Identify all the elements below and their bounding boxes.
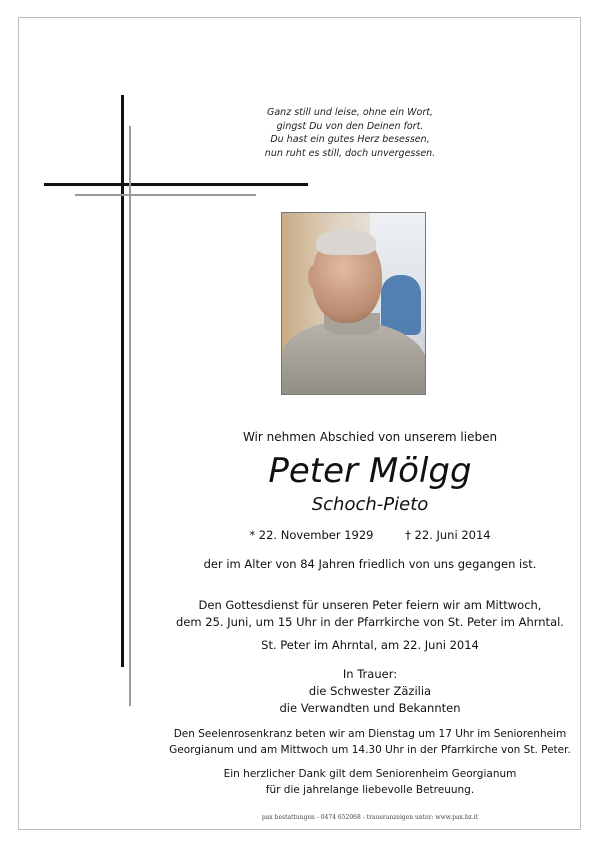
cross-shadow-horizontal <box>75 194 256 196</box>
life-dates <box>150 528 590 542</box>
poem-line: Ganz still und leise, ohne ein Wort, <box>267 107 433 118</box>
rosary-line: Den Seelenrosenkranz beten wir am Dienstag um 17 Uhr im Seniorenheim <box>173 728 567 740</box>
portrait-photo <box>281 212 426 395</box>
deceased-name: Peter Mölgg <box>268 451 472 491</box>
cross-vertical-bar <box>121 95 124 667</box>
birth-date: * 22. November 1929 <box>249 528 374 542</box>
service-line: Den Gottesdienst für unseren Peter feiern wir am Mittwoch, <box>198 598 542 612</box>
thanks-line: für die jahrelange liebevolle Betreuung. <box>265 784 475 796</box>
mourning-line: die Verwandten und Bekannten <box>279 701 461 715</box>
memorial-poem <box>230 106 470 160</box>
cross-shadow-vertical <box>129 126 131 706</box>
place-date: St. Peter im Ahrntal, am 22. Juni 2014 <box>261 638 479 652</box>
age-line: der im Alter von 84 Jahren friedlich von uns gegangen ist. <box>203 557 537 571</box>
thanks-note <box>150 766 590 798</box>
cross-horizontal-bar <box>44 183 308 186</box>
thanks-line: Ein herzlicher Dank gilt dem Seniorenheim Georgianum <box>223 768 517 780</box>
mourners <box>150 666 590 717</box>
service-line: dem 25. Juni, um 15 Uhr in der Pfarrkirche von St. Peter im Ahrntal. <box>176 615 564 629</box>
mourning-line: In Trauer: <box>342 667 398 681</box>
death-date: † 22. Juni 2014 <box>405 528 491 542</box>
deceased-nickname: Schoch-Pieto <box>311 494 429 515</box>
footer-imprint: pax bestattungen - 0474 652068 - traueranzeigen unter: www.pax.bz.it <box>261 814 479 821</box>
service-info <box>150 597 590 631</box>
poem-line: Du hast ein gutes Herz besessen, <box>270 134 430 145</box>
poem-line: gingst Du von den Deinen fort. <box>276 120 424 132</box>
rosary-info <box>150 726 590 758</box>
poem-line: nun ruht es still, doch unvergessen. <box>264 147 436 159</box>
intro-text: Wir nehmen Abschied von unserem lieben <box>242 430 498 444</box>
rosary-line: Georgianum und am Mittwoch um 14.30 Uhr in der Pfarrkirche von St. Peter. <box>169 744 571 756</box>
mourning-line: die Schwester Zäzilia <box>308 684 432 698</box>
